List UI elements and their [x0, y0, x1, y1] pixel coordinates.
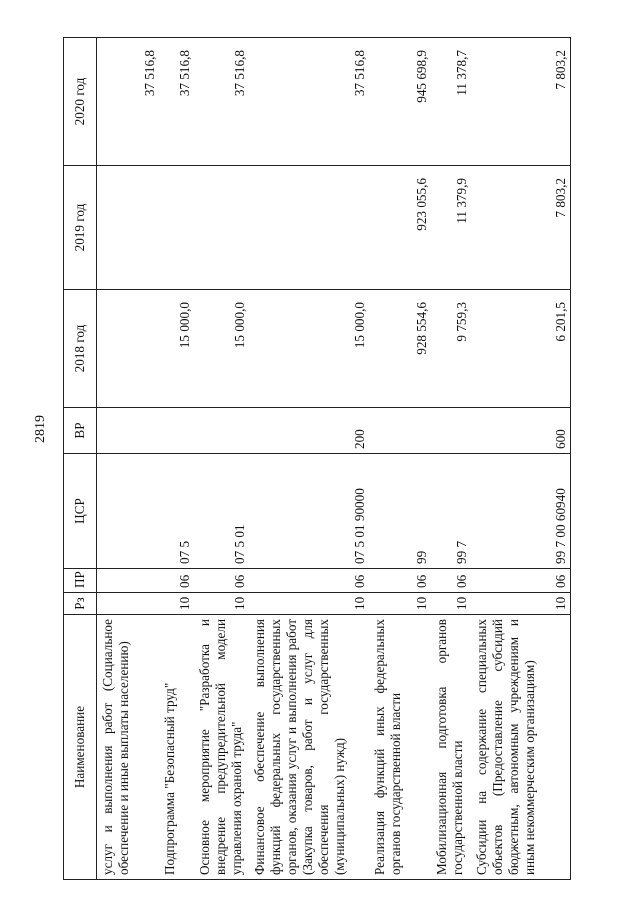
row-2018: 15 000,0: [194, 290, 249, 408]
row-2019: [249, 166, 369, 290]
row-csr: 99 7 00 60940: [471, 454, 571, 569]
header-name: Наименование: [64, 615, 97, 880]
row-rz: 10: [249, 593, 369, 615]
table-row: [431, 38, 471, 880]
row-2020: 37 516,8: [159, 38, 194, 166]
table-row: [159, 38, 194, 880]
budget-table-rotated: [63, 38, 629, 880]
page-number: 2819: [33, 415, 48, 443]
header-2019: 2019 год: [64, 166, 97, 290]
budget-table: [63, 37, 571, 880]
row-2020: 37 516,8: [97, 38, 159, 166]
header-vr: ВР: [64, 408, 97, 454]
row-vr: [369, 408, 431, 454]
row-rz: 10: [471, 593, 571, 615]
row-2020: 11 378,7: [431, 38, 471, 166]
row-2019: 7 803,2: [471, 166, 571, 290]
row-2018: 9 759,3: [431, 290, 471, 408]
row-pr: 06: [369, 569, 431, 593]
row-csr: 07 5: [159, 454, 194, 569]
row-vr: [431, 408, 471, 454]
row-rz: 10: [431, 593, 471, 615]
row-2019: [194, 166, 249, 290]
row-2018: 928 554,6: [369, 290, 431, 408]
table-row: [471, 38, 571, 880]
row-pr: [97, 569, 159, 593]
row-vr: [194, 408, 249, 454]
row-2020: 7 803,2: [471, 38, 571, 166]
table-row: [369, 38, 431, 880]
row-csr: 07 5 01 90000: [249, 454, 369, 569]
row-name: Основное мероприятие "Разработка и внедрение предупредительной модели управления охраной труда": [194, 615, 249, 880]
row-vr: [159, 408, 194, 454]
row-name: Мобилизационная подготовка органов государственной власти: [431, 615, 471, 880]
row-name: Субсидии на содержание специальных объектов (Предоставление субсидий бюджетным, автономным учреждениям и иным некоммерческим организациям): [471, 615, 571, 880]
row-name: Финансовое обеспечение выполнения функций федеральных государственных органов, оказания услуг и выполнения работ (Закупка товаров, работ и услуг для обеспечения государственных (муниципальных) нужд): [249, 615, 369, 880]
row-2019: [97, 166, 159, 290]
row-name: Подпрограмма "Безопасный труд": [159, 615, 194, 880]
header-2020: 2020 год: [64, 38, 97, 166]
row-2019: 923 055,6: [369, 166, 431, 290]
row-pr: 06: [471, 569, 571, 593]
row-2020: 945 698,9: [369, 38, 431, 166]
row-pr: 06: [431, 569, 471, 593]
row-vr: [97, 408, 159, 454]
row-pr: 06: [194, 569, 249, 593]
row-csr: 99 7: [431, 454, 471, 569]
row-pr: 06: [159, 569, 194, 593]
row-csr: [97, 454, 159, 569]
row-2018: 15 000,0: [249, 290, 369, 408]
row-2020: 37 516,8: [249, 38, 369, 166]
row-2018: [97, 290, 159, 408]
row-csr: 99: [369, 454, 431, 569]
row-vr: 600: [471, 408, 571, 454]
table-header-row: [64, 38, 97, 880]
row-pr: 06: [249, 569, 369, 593]
row-rz: 10: [369, 593, 431, 615]
row-name: Реализация функций иных федеральных органов государственной власти: [369, 615, 431, 880]
row-rz: 10: [194, 593, 249, 615]
table-row: [194, 38, 249, 880]
row-vr: 200: [249, 408, 369, 454]
header-rz: Рз: [64, 593, 97, 615]
table-row: [249, 38, 369, 880]
header-2018: 2018 год: [64, 290, 97, 408]
row-rz: 10: [159, 593, 194, 615]
row-rz: [97, 593, 159, 615]
row-csr: 07 5 01: [194, 454, 249, 569]
row-2018: 6 201,5: [471, 290, 571, 408]
row-2019: 11 379,9: [431, 166, 471, 290]
header-pr: ПР: [64, 569, 97, 593]
row-2018: 15 000,0: [159, 290, 194, 408]
table-row: [97, 38, 159, 880]
row-2019: [159, 166, 194, 290]
header-csr: ЦСР: [64, 454, 97, 569]
row-2020: 37 516,8: [194, 38, 249, 166]
row-name: услуг и выполнения работ (Социальное обеспечение и иные выплаты населению): [97, 615, 159, 880]
